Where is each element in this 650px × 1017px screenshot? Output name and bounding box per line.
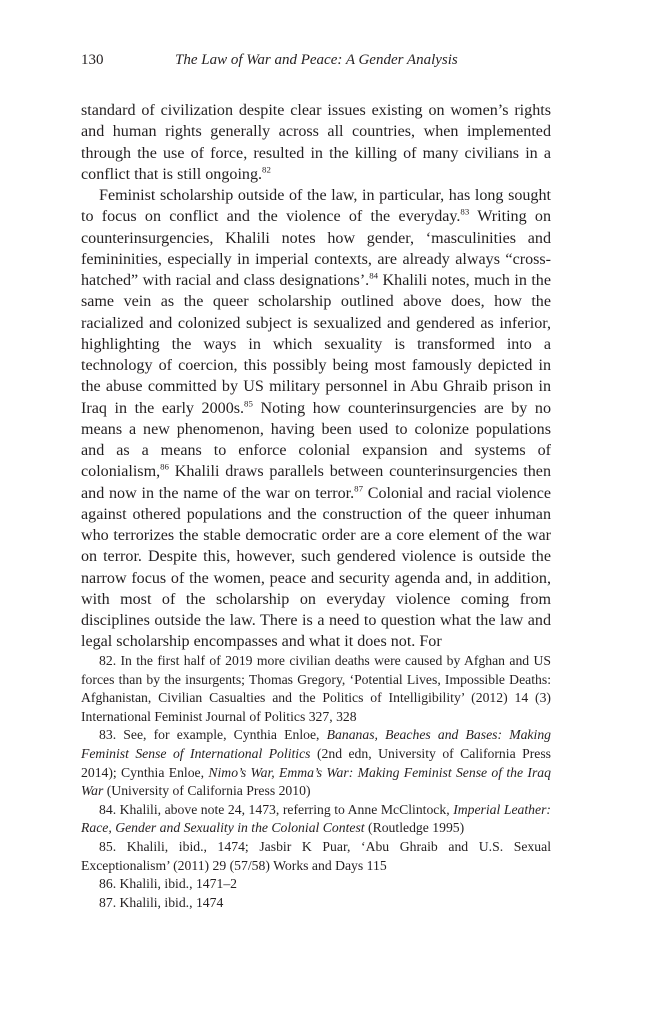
footnote-83-title-1: Bananas, Beaches and Bases: Making Feminist Sense of International Politics [81,727,552,761]
paragraph-2-sentence-1: Feminist scholarship outside of the law, in particular, has long sought to focus on conflict and the violence of the everyday. [81,187,551,226]
running-header [81,52,551,74]
footnote-87: 87. Khalili, ibid., 1474 [99,894,224,910]
paragraph-1-text: standard of civilization despite clear issues existing on women’s rights and human rights generally across all countries, when implemented through the use of force, resulted in the killing of many civilians in a conflict that is still ongoing. [81,102,551,183]
footnote-83-part-e: (University of California Press 2010) [103,783,311,799]
footnotes [81,652,551,912]
footnote-83 [81,726,551,800]
paragraph-2 [81,185,551,653]
footnote-83-part-c: (2nd edn, University of California Press 2014); Cynthia Enloe, [81,745,551,780]
paragraph-2-sentence-2: Writing on counterinsurgencies, Khalili notes how gender, ‘masculinities and femininities, especially in imperial contexts, are already always “cross-hatched” with racial and class designations’. [81,208,551,289]
footnote-84-title: Imperial Leather: Race, Gender and Sexuality in the Colonial Contest [81,801,551,836]
footnote-ref-85[interactable]: 85 [244,397,253,408]
footnote-ref-83[interactable]: 83 [460,206,470,217]
paragraph-2-sentence-4: Noting how counterinsurgencies are by no means a new phenomenon, having been used to colonize populations and as a means to enforce colonial expansion and systems of colonialism, [81,399,551,481]
footnote-ref-82[interactable]: 82 [262,164,271,175]
footnote-83-title-2: Nimo’s War, Emma’s War: Making Feminist Sense of the Iraq War [81,764,551,799]
footnote-84 [81,801,551,838]
footnote-83-part-a: 83. See, for example, Cynthia Enloe, [99,727,327,743]
page-number: 130 [81,52,104,68]
footnote-ref-86[interactable]: 86 [160,461,169,472]
footnote-85: 85. Khalili, ibid., 1474; Jasbir K Puar, ‘Abu Ghraib and U.S. Sexual Exceptionalism’ (2011) 29 (57/58) Works and Days 115 [81,838,551,873]
main-text [81,100,551,653]
footnote-82: 82. In the first half of 2019 more civilian deaths were caused by Afghan and US forces than by the insurgents; Thomas Gregory, ‘Potential Lives, Impossible Deaths: Afghanistan, Civilian Casualties and the Politics of Intelligibility’ (2012) 14 (3) International Feminist Journal of Politics 327, 328 [81,653,551,724]
paragraph-2-sentence-3: Khalili notes, much in the same vein as the queer scholarship outlined above does, how the racialized and colonized subject is sexualized and gendered as inferior, highlighting the ways in which sexuality is transformed into a technology of coercion, this possibly being most famously depicted in the abuse committed by US military personnel in Abu Ghraib prison in Iraq in the early 2000s. [81,272,552,417]
footnote-ref-87[interactable]: 87 [354,482,363,493]
running-title: The Law of War and Peace: A Gender Analysis [175,52,458,68]
footnote-84-part-c: (Routledge 1995) [364,820,465,836]
paragraph-1 [81,100,551,185]
paragraph-2-sentence-6: Colonial and racial violence against othered populations and the construction of the queer inhuman who terrorizes the stable democratic order are a core element of the war on terror. Despite this, however, such gendered violence is outside the narrow focus of the women, peace and security agenda and, in addition, with most of the scholarship on everyday violence coming from disciplines outside the law. There is a need to question what the law and legal scholarship encompasses and what it does not. For [81,484,552,651]
paragraph-2-sentence-5: Khalili draws parallels between counterinsurgencies then and now in the name of the war on terror. [81,463,551,502]
footnote-84-part-a: 84. Khalili, above note 24, 1473, referring to Anne McClintock, [99,801,454,817]
footnote-86: 86. Khalili, ibid., 1471–2 [99,876,238,892]
footnote-ref-84[interactable]: 84 [369,270,379,281]
